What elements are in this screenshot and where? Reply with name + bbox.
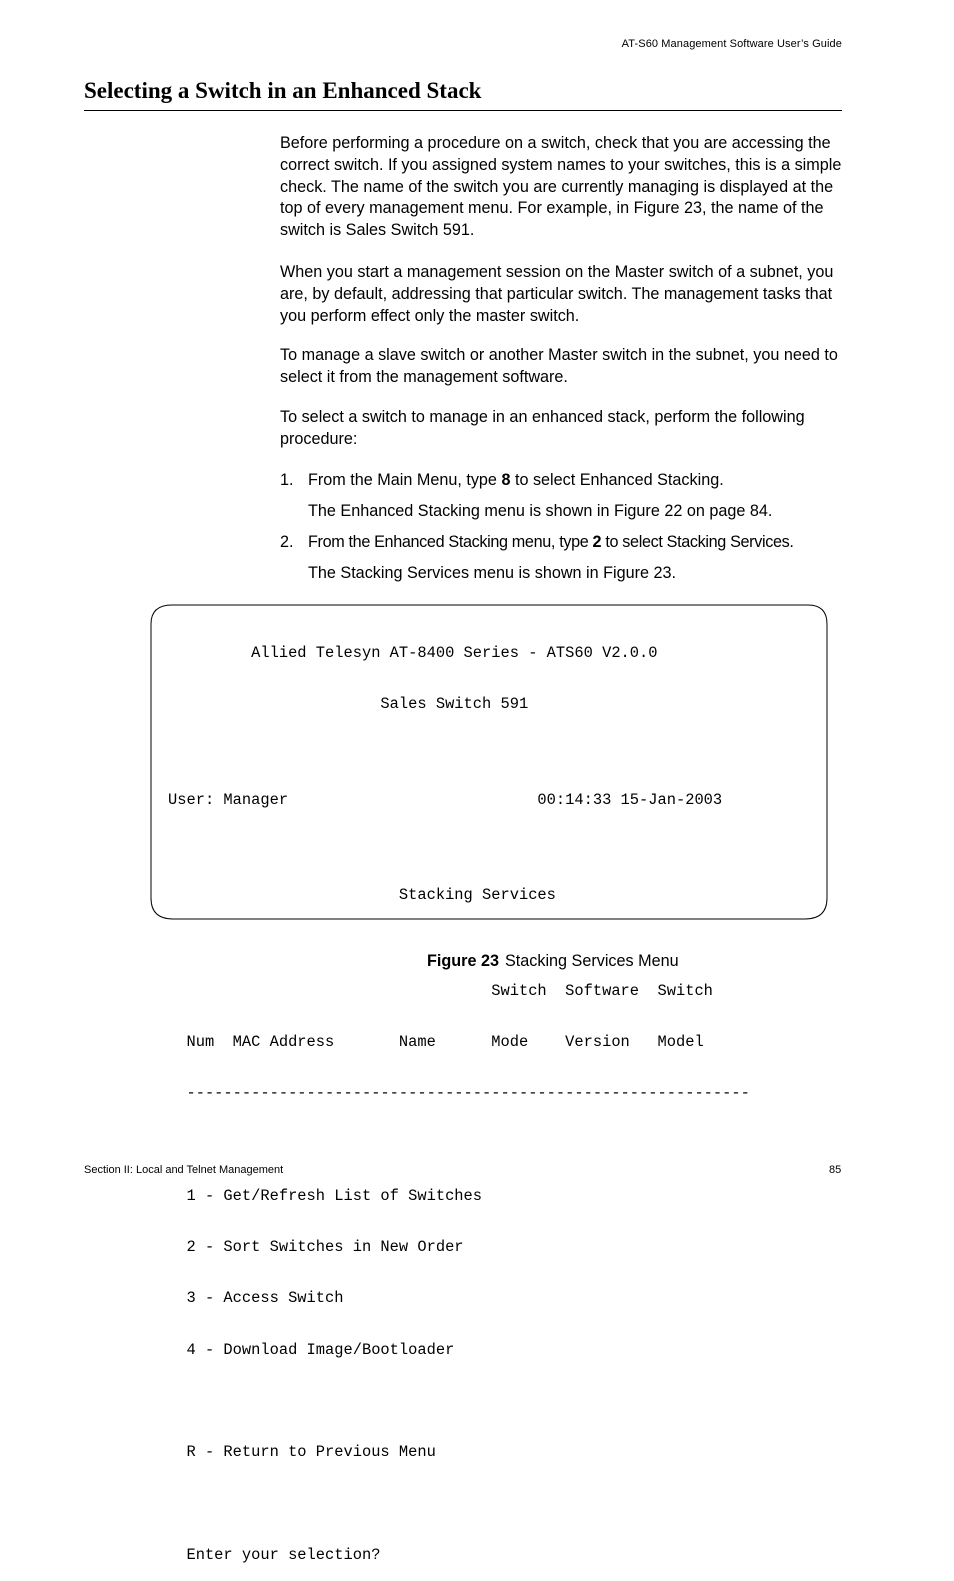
footer-section: Section II: Local and Telnet Management bbox=[84, 1164, 284, 1176]
title-rule bbox=[84, 110, 842, 111]
step-2-note: The Stacking Services menu is shown in Figure 23. bbox=[308, 564, 676, 582]
terminal-prompt: Enter your selection? bbox=[168, 1545, 381, 1564]
step-key: 8 bbox=[501, 471, 511, 489]
section-title: Selecting a Switch in an Enhanced Stack bbox=[84, 78, 482, 103]
step-text bbox=[308, 532, 793, 553]
figure-caption bbox=[427, 952, 679, 971]
terminal-switch-name: Sales Switch 591 bbox=[168, 695, 529, 714]
terminal-separator: ------------------------------------------------------------- bbox=[168, 1084, 750, 1103]
paragraph-text: To select a switch to manage in an enhanced stack, perform the following procedure: bbox=[280, 408, 805, 448]
step-text bbox=[308, 470, 724, 491]
paragraph-procedure bbox=[280, 407, 845, 451]
step-number: 1. bbox=[280, 471, 294, 489]
terminal-table-header-2: Num MAC Address Name Mode Version Model bbox=[168, 1033, 704, 1052]
menu-option-1: 1 - Get/Refresh List of Switches bbox=[168, 1186, 483, 1205]
paragraph-master bbox=[280, 262, 845, 327]
terminal-banner: Allied Telesyn AT-8400 Series - ATS60 V2.0.0 bbox=[168, 644, 658, 663]
menu-option-3: 3 - Access Switch bbox=[168, 1289, 344, 1308]
figure-label: Figure 23 bbox=[427, 952, 499, 970]
menu-option-return: R - Return to Previous Menu bbox=[168, 1443, 436, 1462]
paragraph-text: Before performing a procedure on a switch, check that you are accessing the correct switch. If you assigned system names to your switches, this is a simple check. The name of the switch you are currently managing is displayed at the top of every management menu. For example, in Figure 23, the name of the switch is Sales Switch 591. bbox=[280, 134, 842, 240]
terminal-menu-title: Stacking Services bbox=[168, 886, 556, 905]
step-text-pre: From the Enhanced Stacking menu, type bbox=[308, 533, 593, 551]
paragraph-slave bbox=[280, 345, 845, 389]
figure-caption-text: Stacking Services Menu bbox=[504, 952, 679, 970]
step-text-post: to select Enhanced Stacking. bbox=[510, 471, 724, 489]
running-head: AT-S60 Management Software User’s Guide bbox=[621, 38, 842, 50]
terminal-screen bbox=[168, 611, 750, 1581]
step-1-note: The Enhanced Stacking menu is shown in Figure 22 on page 84. bbox=[308, 502, 773, 520]
terminal-table-header-1: Switch Software Switch bbox=[168, 981, 713, 1000]
step-key: 2 bbox=[592, 533, 602, 551]
page-number: 85 bbox=[829, 1164, 842, 1176]
menu-option-2: 2 - Sort Switches in New Order bbox=[168, 1238, 464, 1257]
paragraph-text: When you start a management session on the Master switch of a subnet, you are, by default, addressing that particular switch. The management tasks that you perform effect only the master switch. bbox=[280, 263, 834, 325]
menu-option-4: 4 - Download Image/Bootloader bbox=[168, 1340, 455, 1359]
step-text-pre: From the Main Menu, type bbox=[308, 471, 502, 489]
terminal-user-line: User: Manager 00:14:33 15-Jan-2003 bbox=[168, 790, 723, 809]
paragraph-intro bbox=[280, 133, 845, 242]
step-number: 2. bbox=[280, 533, 294, 551]
step-text-post: to select Stacking Services. bbox=[601, 533, 794, 551]
paragraph-text: To manage a slave switch or another Master switch in the subnet, you need to select it from the management software. bbox=[280, 346, 838, 386]
